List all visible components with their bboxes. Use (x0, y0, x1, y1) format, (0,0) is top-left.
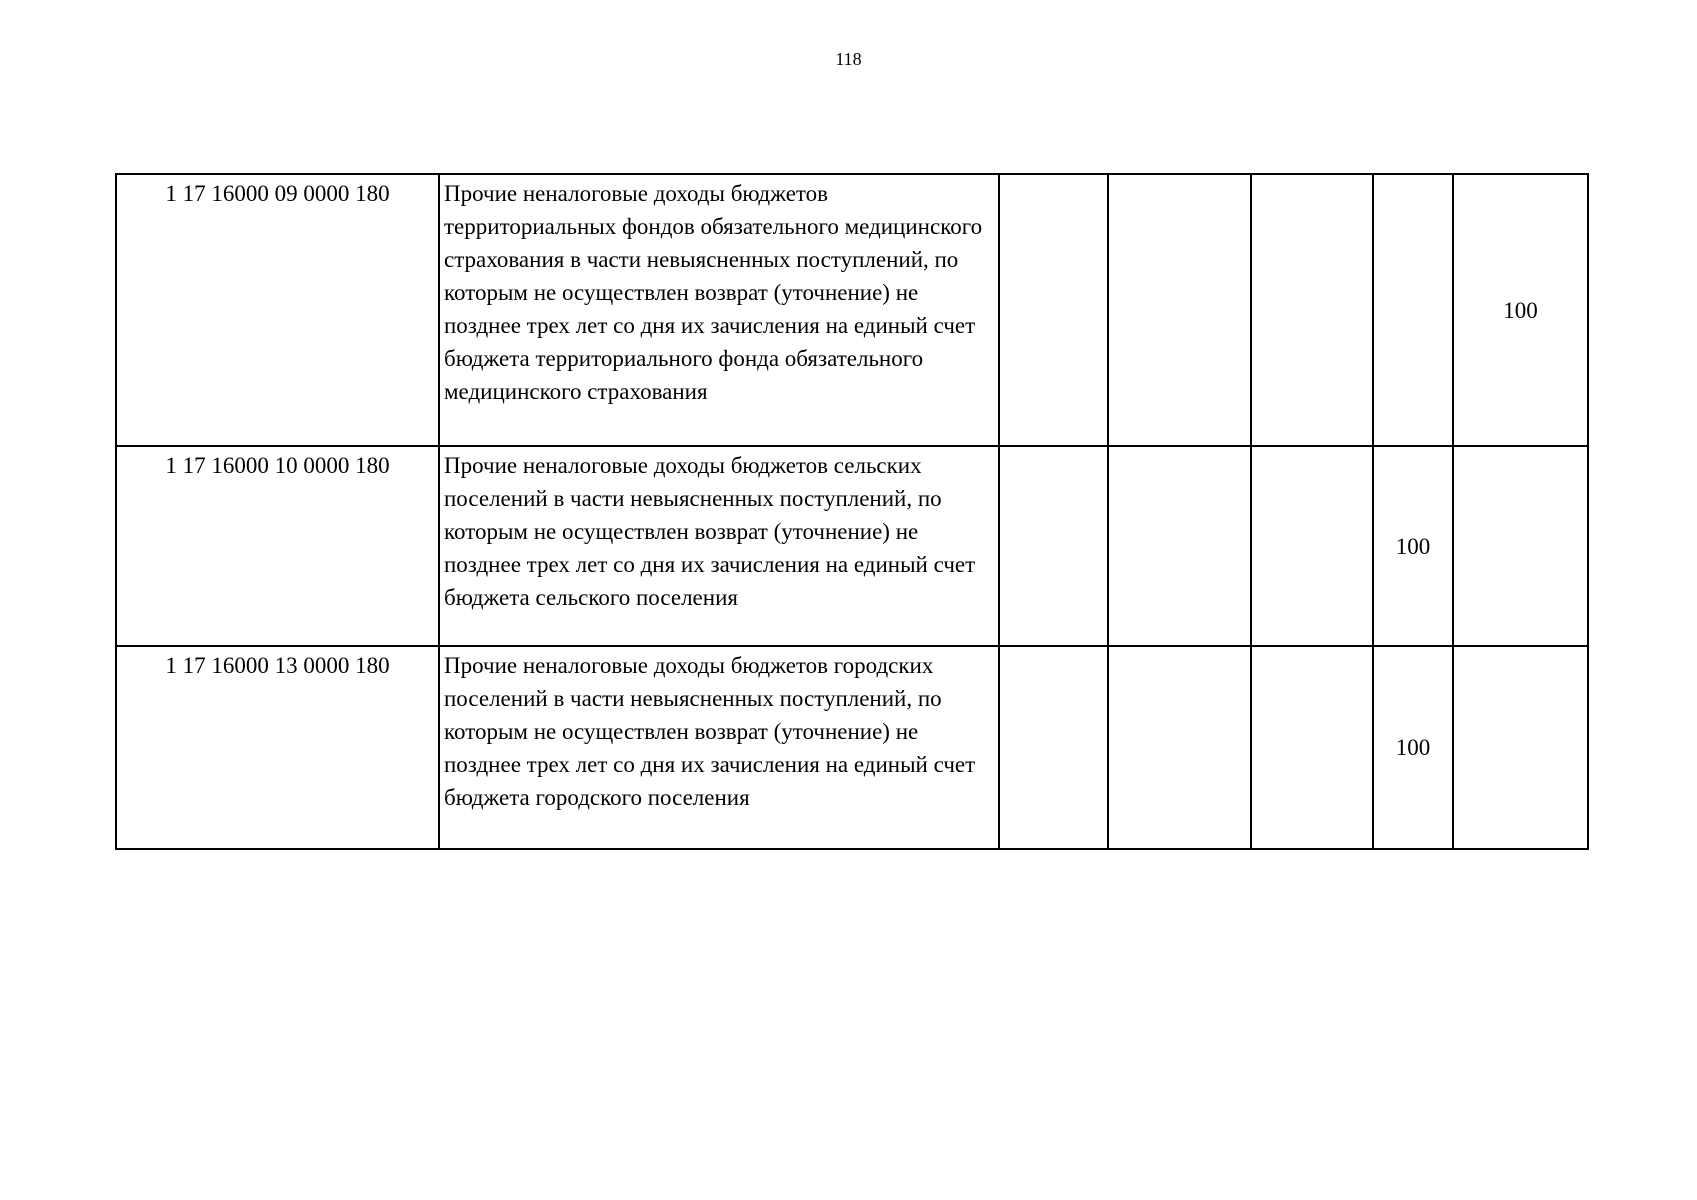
table-row (116, 446, 1588, 646)
value-cell: 100 (1373, 646, 1453, 849)
value-cell (999, 174, 1108, 446)
description-cell: Прочие неналоговые доходы бюджетов сельских поселений в части невыясненных поступлений, по которым не осуществлен возврат (уточнение) не позднее трех лет со дня их зачисления на единый счет бюджета сельского поселения (439, 446, 999, 646)
page-number: 118 (835, 49, 862, 69)
budget-code-cell: 1 17 16000 09 0000 180 (116, 174, 439, 446)
value-cell (1453, 446, 1588, 646)
description-cell: Прочие неналоговые доходы бюджетов городских поселений в части невыясненных поступлений, по которым не осуществлен возврат (уточнение) не позднее трех лет со дня их зачисления на единый счет бюджета городского поселения (439, 646, 999, 849)
table-row (116, 174, 1588, 446)
value-cell (1373, 174, 1453, 446)
budget-code-cell: 1 17 16000 13 0000 180 (116, 646, 439, 849)
value-cell (1108, 446, 1251, 646)
value-cell: 100 (1373, 446, 1453, 646)
value-cell (999, 446, 1108, 646)
value-cell (1453, 646, 1588, 849)
value-cell (1251, 174, 1373, 446)
value-cell (1251, 446, 1373, 646)
value-cell (1108, 174, 1251, 446)
value-cell (999, 646, 1108, 849)
value-cell (1108, 646, 1251, 849)
table-row (116, 646, 1588, 849)
description-cell: Прочие неналоговые доходы бюджетов территориальных фондов обязательного медицинского страхования в части невыясненных поступлений, по которым не осуществлен возврат (уточнение) не позднее трех лет со дня их зачисления на единый счет бюджета территориального фонда обязательного медицинского страхования (439, 174, 999, 446)
value-cell (1251, 646, 1373, 849)
budget-revenue-table (115, 173, 1589, 850)
value-cell: 100 (1453, 174, 1588, 446)
budget-code-cell: 1 17 16000 10 0000 180 (116, 446, 439, 646)
